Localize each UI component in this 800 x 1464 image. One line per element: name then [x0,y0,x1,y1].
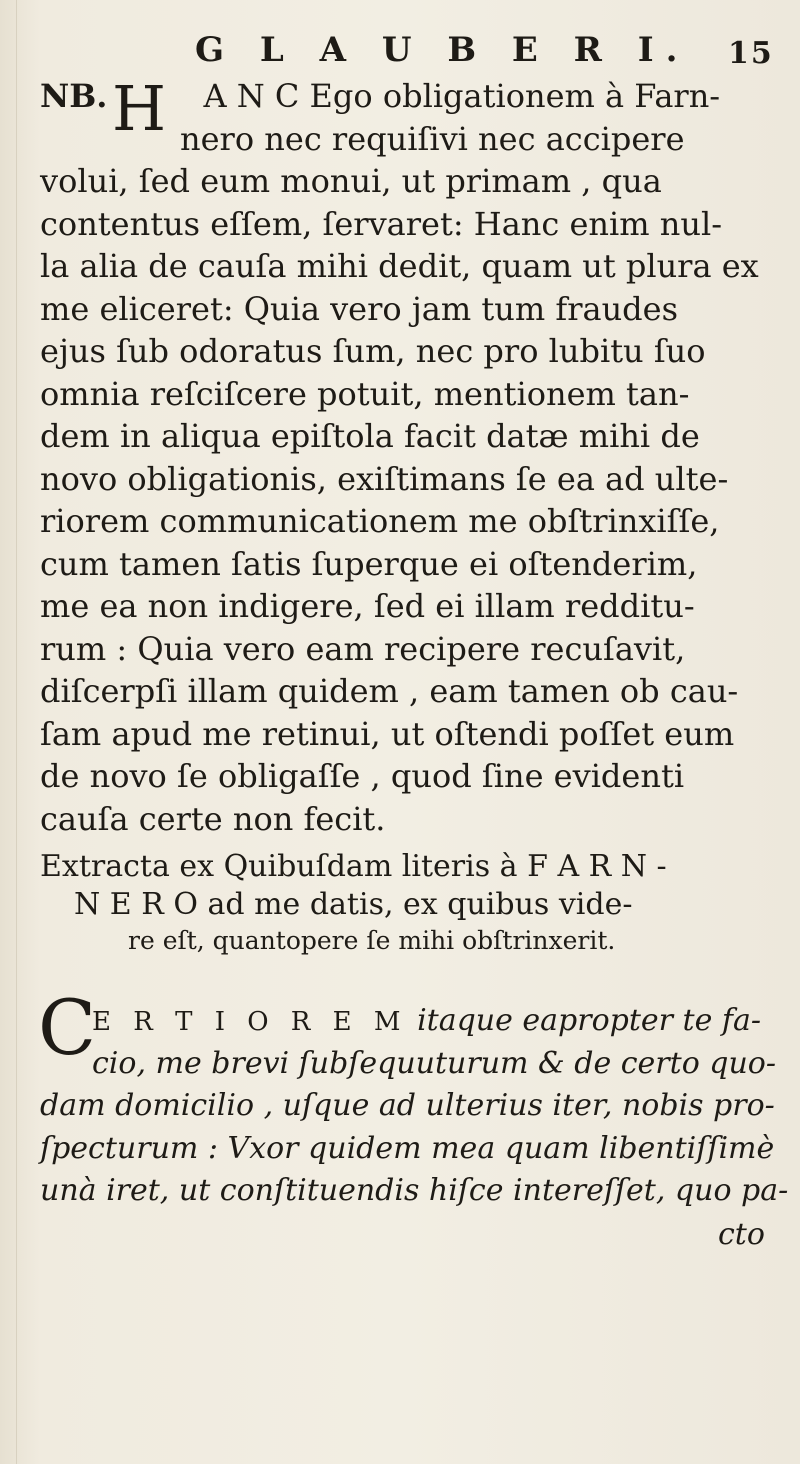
paragraph-main [40,72,775,840]
extract-heading [40,848,775,958]
line-text: A N C Ego obligationem à Farn- [203,77,721,115]
text-line: la alia de cauſa mihi dedit, quam ut plura ex [40,247,759,285]
letter-line [40,1000,780,1043]
text-line: me eliceret: Quia vero jam tum fraudes [40,289,679,328]
text-line: omnia reſciſcere potuit, mentionem tan- [40,374,690,413]
letter-line: dam domicilio , uſque ad ulterius iter, nobis pro- [40,1088,775,1123]
drop-cap-c: C [38,983,97,1072]
text-line: nero nec requiſivi nec accipere [180,119,685,158]
heading-line: re eſt, quantopere ſe mihi obſtrinxerit. [128,926,616,955]
text-line: de novo ſe obligaſſe , quod ſine evidenti [40,757,685,795]
text-line: riorem communicationem me obſtrinxiſſe, [40,502,720,540]
nota-bene-marker: NB. [40,77,108,115]
letter-line: unà iret, ut conſtituendis hiſce intereſſet, quo pa- [40,1173,789,1208]
drop-cap-h: H [112,72,167,145]
text-line: cauſa certe non fecit. [40,799,386,838]
text-line: rum : Quia vero eam recipere recuſavit, [40,629,686,668]
running-title: G L A U B E R I. [195,30,690,70]
text-line: volui, ſed eum monui, ut primam , qua [40,162,662,200]
text-line: diſcerpſi illam quidem , eam tamen ob cau- [40,672,739,710]
page-number: 15 [728,36,774,71]
text-line: cum tamen ſatis ſuperque ei oſtenderim, [40,544,698,583]
catchword: cto [718,1217,765,1252]
line-text: itaque eapropter te fa- [417,1003,762,1038]
text-line: ejus ſub odoratus ſum, nec pro lubitu ſuo [40,332,706,370]
text-line: novo obligationis, exiſtimans ſe ea ad ulte- [40,459,729,498]
letter-line: cio, me brevi ſubſequuturum & de certo quo- [92,1045,777,1081]
heading-line: N E R O ad me datis, ex quibus vide- [74,887,633,922]
text-line: contentus eſſem, ſervaret: Hanc enim nul- [40,204,723,243]
text-line: dem in aliqua epiſtola facit datæ mihi de [40,417,700,455]
letter-excerpt [40,1000,789,1213]
heading-line: Extracta ex Quibuſdam literis à F A R N - [40,849,667,884]
text-line: ſam apud me retinui, ut oſtendi poſſet eum [40,714,735,753]
text-line [40,75,775,118]
text-line: me ea non indigere, ſed ei illam redditu- [40,587,695,625]
letter-first-word: E R T I O R E M [92,1007,408,1037]
letter-line: ſpecturum : Vxor quidem mea quam libentiſſimè [40,1130,775,1166]
page-edge-line [16,0,17,1464]
